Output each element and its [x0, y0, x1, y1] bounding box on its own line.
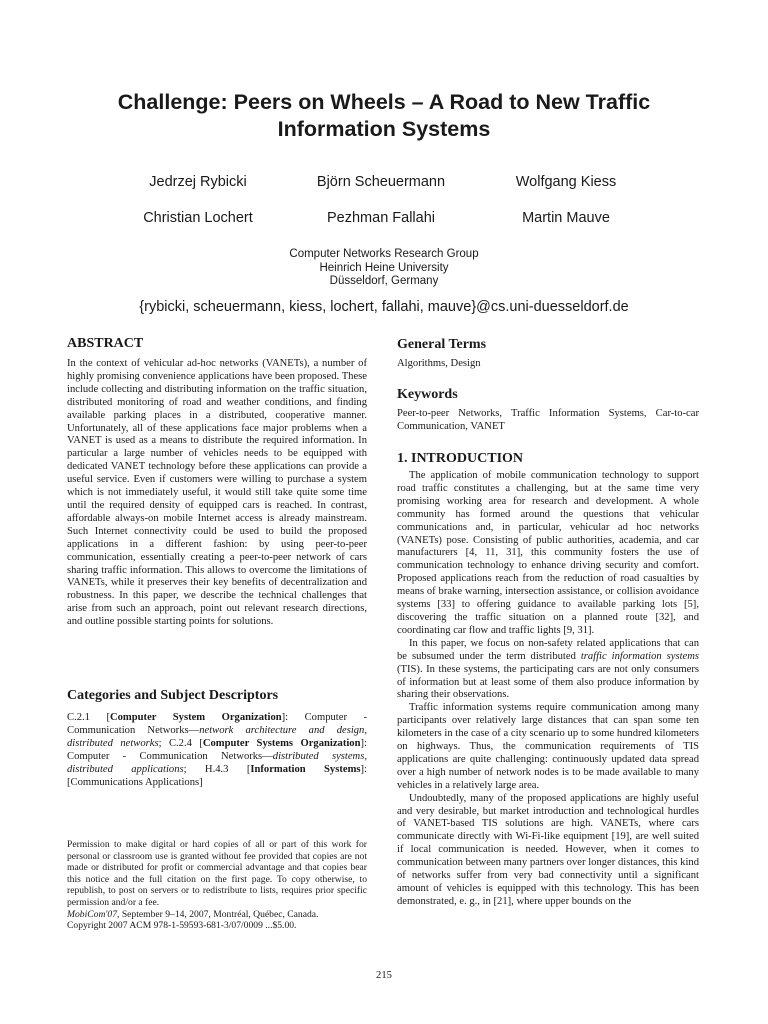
- author-6: Martin Mauve: [522, 210, 610, 226]
- author-2: Björn Scheuermann: [316, 174, 446, 190]
- categories-section: [67, 688, 367, 789]
- intro-paragraph-2: In this paper, we focus on non-safety related applications that can be subsumed under the term distributed traffic information systems (TIS). In these systems, the participating cars are not only consumers of information but at least some of them also produce information by sharing their observations.: [397, 637, 699, 701]
- categories-text: C.2.1 [Computer System Organization]: Computer - Communication Networks—network architecture and design, distributed networks; C.2.4 [Computer Systems Organization]: Computer - Communication Networks—distributed systems, distributed applications; H.4.3 [Information Systems]: [Communications Applications]: [67, 712, 368, 788]
- permission-notice: [67, 839, 367, 932]
- author-5: Pezhman Fallahi: [327, 210, 435, 226]
- author-4: Christian Lochert: [143, 210, 253, 226]
- author-1: Jedrzej Rybicki: [149, 174, 247, 190]
- keywords-text: Peer-to-peer Networks, Traffic Information Systems, Car-to-car Communication, VANET: [397, 408, 699, 432]
- general-terms-text: Algorithms, Design: [397, 358, 481, 369]
- abstract-section: [67, 336, 367, 629]
- affiliation-group: Computer Networks Research Group: [289, 248, 479, 260]
- author-3: Wolfgang Kiess: [515, 174, 617, 190]
- affiliation: [234, 248, 534, 289]
- paper-title: Challenge: Peers on Wheels – A Road to New Traffic Information Systems: [117, 90, 651, 141]
- introduction-heading: 1. INTRODUCTION: [397, 451, 524, 466]
- intro-paragraph-4: Undoubtedly, many of the proposed applications are highly useful and very desirable, but market introduction and technological hurdles of VANET-based TIS solutions are high. VANETs, where cars communicate directly with Wi-Fi-like equipment [19], are well suited if local communication is needed. However, when it comes to communication between many partners over longer distances, this kind of networks suffer from very bad connectivity until a significant amount of vehicles is equipped with this technology. This has been demonstrated, e. g., in [21], where upper bounds on the: [397, 792, 699, 907]
- abstract-heading: ABSTRACT: [67, 336, 144, 351]
- author-emails: {rybicki, scheuermann, kiess, lochert, fallahi, mauve}@cs.uni-duesseldorf.de: [139, 299, 629, 315]
- abstract-text: In the context of vehicular ad-hoc networks (VANETs), a number of highly promising convenience applications have been proposed. These include collecting and distributing information on the traffic situation, distributed monitoring of road and weather conditions, and finding available parking places in a distributed, cooperative manner. Unfortunately, all of these applications face major problems when a VANET is used as a means to distribute the required information. In particular a large number of vehicles needs to be equipped with dedicated VANET technology before these applications can provide a useful service. Even if customers were willing to purchase a system which is not immediately useful, it would still take quite some time until the required density of equipped cars is reached. In contrast, affordable always-on mobile Internet access is already mainstream. Such Internet connectivity could be used to build the proposed applications in a different fashion: by using peer-to-peer communication, essentially creating a peer-to-peer network of cars sharing traffic information. This allows to overcome the limitations of VANETs, while it preserves their key benefits of decentralization and robustness. In this paper, we describe the technical challenges that arise from such an approach, point out relevant research directions, and outline possible starting points for solutions.: [67, 358, 367, 628]
- intro-paragraph-1: The application of mobile communication technology to support road traffic constitutes a challenging, but at the same time very promising working area for research and development. A whole community has formed around the questions that vehicular communications and, in particular, vehicular ad hoc networks (VANETs) pose. Consisting of public authorities, academia, and car manufacturers [4, 11, 31], this community fosters the use of communication technology to enhance driving security and comfort. Proposed applications reach from the reduction of road casualties by means of brake warning, intersection assistance, or collision avoidance systems [33] to offering guidance to available parking lots [5], discovering the traffic situation on a planned route [32], and coordinating car flow and traffic lights [9, 31].: [397, 470, 699, 636]
- general-terms-heading: General Terms: [397, 337, 487, 352]
- affiliation-university: Heinrich Heine University: [319, 261, 449, 274]
- keywords-heading: Keywords: [397, 387, 458, 402]
- introduction-section: [397, 451, 699, 909]
- copyright-line: Copyright 2007 ACM 978-1-59593-681-3/07/0009 ...$5.00.: [67, 920, 297, 932]
- categories-heading: Categories and Subject Descriptors: [67, 688, 279, 703]
- general-terms-section: [397, 337, 699, 371]
- page-number: 215: [376, 970, 392, 981]
- venue-line: MobiCom'07, September 9–14, 2007, Montréal, Québec, Canada.: [67, 908, 319, 920]
- intro-paragraph-3: Traffic information systems require communication among many participants over relatively large distances that can span some ten kilometers in the case of a city scenario up to some hundred kilometers on highways. Thus, the communication requirements of TIS applications are quite challenging: continuously updated data spread over a high number of network nodes is to be made available to many vehicles in a relatively large area.: [397, 702, 699, 791]
- affiliation-city: Düsseldorf, Germany: [329, 275, 439, 288]
- permission-text: Permission to make digital or hard copies of all or part of this work for personal or classroom use is granted without fee provided that copies are not made or distributed for profit or commercial advantage and that copies bear this notice and the full citation on the first page. To copy otherwise, to republish, to post on servers or to redistribute to lists, requires prior specific permission and/or a fee.: [67, 839, 367, 908]
- keywords-section: [397, 387, 699, 434]
